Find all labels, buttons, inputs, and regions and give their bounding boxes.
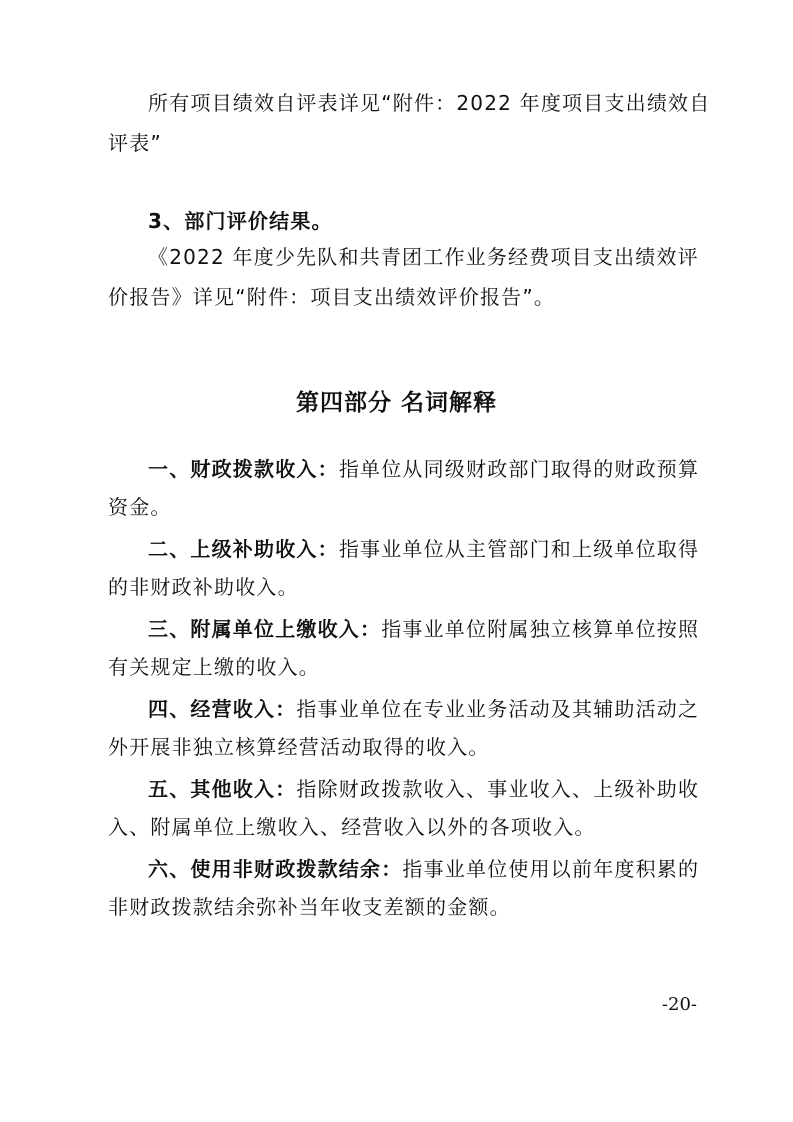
section-3-title: 3、部门评价结果。 <box>148 209 333 233</box>
definition-term: 二、上级补助收入： <box>148 537 339 561</box>
definition-text: 指事业单位使用以前年度积累的 <box>402 857 700 881</box>
definition-term: 五、其他收入： <box>148 777 297 801</box>
page-number: -20- <box>661 994 697 1015</box>
definition-item-4-line-2: 外开展非独立核算经营活动取得的收入。 <box>108 735 490 759</box>
section-3-line-1: 《2022 年度少先队和共青团工作业务经费项目支出绩效评 <box>148 245 699 269</box>
section-3-line-2: 价报告》详见“附件：项目支出绩效评价报告”。 <box>108 285 556 309</box>
definition-item-2-line-2: 的非财政补助收入。 <box>108 575 299 599</box>
definition-text: 指事业单位在专业业务活动及其辅助活动之 <box>296 697 700 721</box>
definition-text: 指除财政拨款收入、事业收入、上级补助收 <box>296 777 700 801</box>
definition-item-6-line-2: 非财政拨款结余弥补当年收支差额的金额。 <box>108 895 511 919</box>
definition-term: 三、附属单位上缴收入： <box>148 617 382 641</box>
definition-text: 指单位从同级财政部门取得的财政预算 <box>338 457 700 481</box>
definition-term: 六、使用非财政拨款结余： <box>148 857 403 881</box>
definition-item-3-line-1 <box>0 616 793 642</box>
definition-item-6-line-1 <box>0 856 793 882</box>
definition-item-5-line-2: 入、附属单位上缴收入、经营收入以外的各项收入。 <box>108 815 596 839</box>
intro-line-2: 评表” <box>108 131 162 155</box>
part-4-heading: 第四部分 名词解释 <box>295 389 497 416</box>
definition-item-4-line-1 <box>0 696 793 722</box>
definition-item-3-line-2: 有关规定上缴的收入。 <box>108 655 320 679</box>
definition-term: 一、财政拨款收入： <box>148 457 339 481</box>
definition-term: 四、经营收入： <box>148 697 297 721</box>
definition-text: 指事业单位从主管部门和上级单位取得 <box>338 537 700 561</box>
intro-line-1: 所有项目绩效自评表详见“附件：2022 年度项目支出绩效自 <box>148 91 711 115</box>
definition-item-5-line-1 <box>0 776 793 802</box>
definition-text: 指事业单位附属独立核算单位按照 <box>381 617 700 641</box>
definition-item-1-line-1 <box>0 456 793 482</box>
definition-item-1-line-2: 资金。 <box>108 495 172 519</box>
definition-item-2-line-1 <box>0 536 793 562</box>
